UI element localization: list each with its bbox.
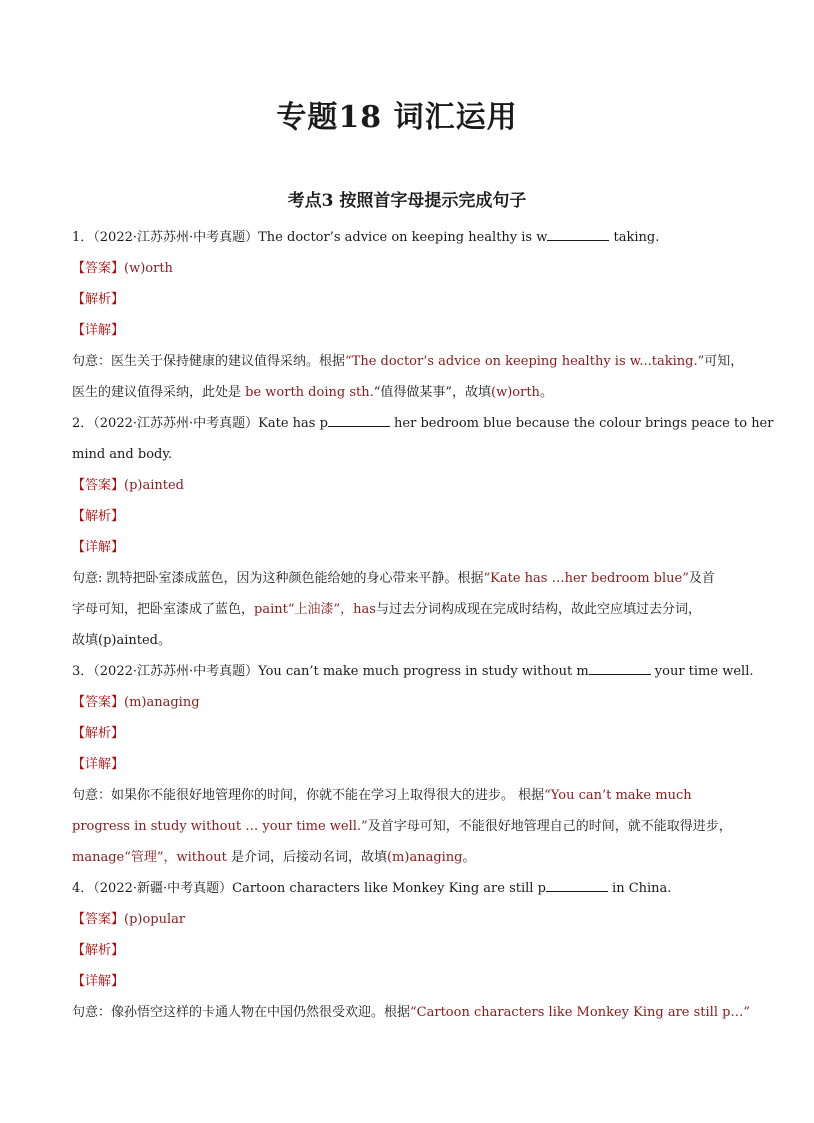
question-2-detail-line-1: 句意: 凯特把卧室漆成蓝色，因为这种颜色能给她的身心带来平静。根据“Kate has …her bedroom blue”及首 [72, 571, 715, 586]
question-4-detail-line-1: 句意：像孙悟空这样的卡通人物在中国仍然很受欢迎。根据“Cartoon characters like Monkey King are still p…” [72, 1005, 751, 1020]
question-1-detail-label: 【详解】 [72, 323, 125, 338]
answer-blank[interactable] [328, 414, 390, 427]
question-1-detail-line-2: 医生的建议值得采纳，此处是 be worth doing sth.“值得做某事”，故填(w)orth。 [72, 385, 553, 400]
question-3-detail-line-3: manage“管理”，without 是介词，后接动名词，故填(m)anaging。 [72, 850, 476, 865]
question-1-detail-line-1: 句意：医生关于保持健康的建议值得采纳。根据“The doctor’s advice on keeping healthy is w...taking.”可知， [72, 354, 744, 369]
question-2-answer: 【答案】(p)ainted [72, 478, 185, 493]
question-2-stem-line-2: mind and body. [72, 447, 173, 462]
question-3-stem: 3．（2022·江苏苏州·中考真题）You can’t make much progress in study without m your time well. [72, 664, 754, 679]
question-2-detail-line-3: 故填(p)ainted。 [72, 633, 171, 648]
question-list [72, 222, 774, 1028]
document-title: 专题18 词汇运用 [276, 100, 518, 135]
question-1-analysis-label: 【解析】 [72, 292, 125, 307]
question-2-detail-line-2: 字母可知，把卧室漆成了蓝色，paint“上油漆”，has与过去分词构成现在完成时结构，故此空应填过去分词， [72, 602, 701, 617]
answer-blank[interactable] [546, 879, 608, 892]
answer-blank[interactable] [547, 228, 609, 241]
question-4-answer: 【答案】(p)opular [72, 912, 186, 927]
question-2-detail-label: 【详解】 [72, 540, 125, 555]
question-4-analysis-label: 【解析】 [72, 943, 125, 958]
question-4-detail-label: 【详解】 [72, 974, 125, 989]
question-3-answer: 【答案】(m)anaging [72, 695, 200, 710]
question-3-analysis-label: 【解析】 [72, 726, 125, 741]
question-2-analysis-label: 【解析】 [72, 509, 125, 524]
question-1-stem: 1．（2022·江苏苏州·中考真题）The doctor’s advice on keeping healthy is w taking. [72, 230, 660, 245]
answer-blank[interactable] [589, 662, 651, 675]
question-3-detail-line-2: progress in study without … your time well.”及首字母可知，不能很好地管理自己的时间，就不能取得进步， [72, 819, 732, 834]
question-1-answer: 【答案】(w)orth [72, 261, 173, 276]
section-title: 考点3 按照首字母提示完成句子 [287, 191, 527, 211]
question-2-stem: 2．（2022·江苏苏州·中考真题）Kate has p her bedroom blue because the colour brings peace to her [72, 416, 774, 431]
question-3-detail-line-1: 句意：如果你不能很好地管理你的时间，你就不能在学习上取得很大的进步。 根据“You can’t make much [72, 788, 692, 803]
question-3-detail-label: 【详解】 [72, 757, 125, 772]
question-4-stem: 4．（2022·新疆·中考真题）Cartoon characters like Monkey King are still p in China. [72, 881, 672, 896]
